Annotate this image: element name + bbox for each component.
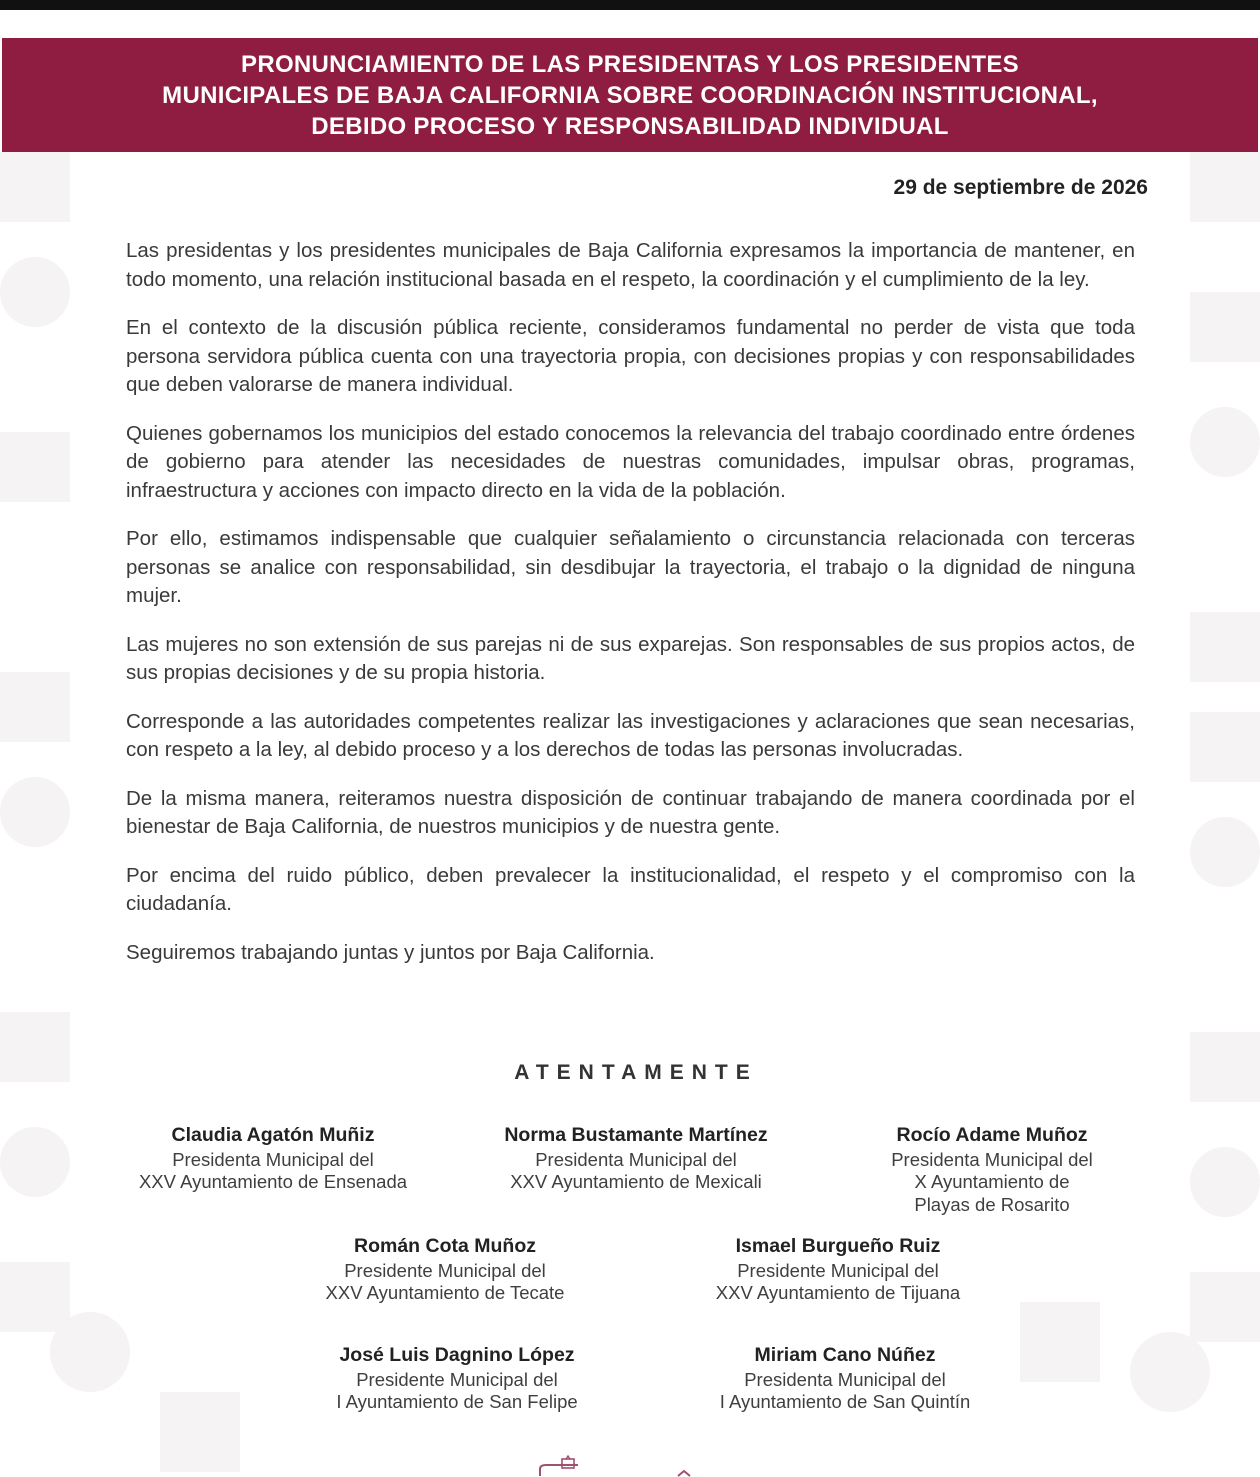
paragraph: En el contexto de la discusión pública reciente, consideramos fundamental no perder de vista que toda persona servidora pública cuenta con una trayectoria propia, con decisiones propias y con responsabilidades que deben valorarse de manera individual. — [126, 316, 1135, 396]
signatory-role: Presidenta Municipal del — [172, 1148, 374, 1170]
signatory-name: José Luis Dagnino López — [339, 1344, 575, 1366]
signatory-role: Presidenta Municipal del — [891, 1148, 1093, 1170]
paragraph: Seguiremos trabajando juntas y juntos por Baja California. — [126, 940, 655, 964]
paragraph: Por encima del ruido público, deben prevalecer la institucionalidad, el respeto y el compromiso con la ciudadanía. — [126, 863, 1135, 915]
signatory-org: I Ayuntamiento de San Felipe — [336, 1391, 578, 1412]
signatory-block — [658, 1235, 1018, 1305]
signatory-name: Miriam Cano Núñez — [754, 1344, 936, 1366]
signatory-name: Román Cota Muñoz — [354, 1235, 536, 1257]
closing-salutation: ATENTAMENTE — [514, 1061, 758, 1084]
document-title: PRONUNCIAMIENTO DE LAS PRESIDENTAS Y LOS PRESIDENTES MUNICIPALES DE BAJA CALIFORNIA SOBRE COORDINACIÓN INSTITUCIONAL, DEBIDO PROCESO Y RESPONSABILIDAD INDIVIDUAL — [162, 50, 1098, 140]
paragraph: Por ello, estimamos indispensable que cualquier señalamiento o circunstancia relacionada con terceras personas se analice con responsabilidad, sin desdibujar la trayectoria, el trabajo o la dignidad de ninguna mujer. — [126, 527, 1135, 607]
signatory-name: Ismael Burgueño Ruiz — [735, 1235, 941, 1257]
signatory-org: X Ayuntamiento de Playas de Rosarito — [914, 1171, 1070, 1215]
government-logo-icon — [538, 1455, 698, 1477]
document-date: 29 de septiembre de 2026 — [893, 176, 1148, 199]
signatory-block — [265, 1235, 625, 1305]
signatory-role: Presidente Municipal del — [356, 1368, 558, 1390]
signatory-role: Presidente Municipal del — [344, 1259, 546, 1281]
paragraph: Las presidentas y los presidentes municipales de Baja California expresamos la importancia de mantener, en todo momento, una relación institucional basada en el respeto, la coordinación y el cumplimiento de la ley. — [126, 239, 1135, 291]
signatory-role: Presidenta Municipal del — [744, 1368, 946, 1390]
signatory-name: Norma Bustamante Martínez — [504, 1124, 768, 1146]
signatory-block — [812, 1124, 1172, 1216]
signatory-org: XXV Ayuntamiento de Tecate — [325, 1282, 565, 1303]
signatory-block — [665, 1344, 1025, 1414]
signatory-role: Presidente Municipal del — [737, 1259, 939, 1281]
signatory-block — [93, 1124, 453, 1194]
signatory-org: I Ayuntamiento de San Quintín — [719, 1391, 971, 1412]
signatory-org: XXV Ayuntamiento de Ensenada — [138, 1171, 408, 1192]
paragraph: Quienes gobernamos los municipios del estado conocemos la relevancia del trabajo coordinado entre órdenes de gobierno para atender las necesidades de nuestras comunidades, impulsar obras, programas, infraestructura y acciones con impacto directo en la vida de la población. — [126, 421, 1135, 502]
signatory-name: Claudia Agatón Muñiz — [171, 1124, 375, 1146]
signatory-role: Presidenta Municipal del — [535, 1148, 737, 1170]
paragraph: Corresponde a las autoridades competentes realizar las investigaciones y aclaraciones que sean necesarias, con respeto a la ley, al debido proceso y a los derechos de todas las personas involucradas. — [126, 709, 1135, 761]
top-black-strip — [0, 0, 1260, 10]
signatory-block — [456, 1124, 816, 1194]
signatory-block — [277, 1344, 637, 1414]
paragraph: Las mujeres no son extensión de sus parejas ni de sus exparejas. Son responsables de sus propios actos, de sus propias decisiones y de su propia historia. — [126, 632, 1135, 684]
header-banner — [2, 38, 1258, 152]
signatory-org: XXV Ayuntamiento de Tijuana — [715, 1282, 961, 1303]
signatory-org: XXV Ayuntamiento de Mexicali — [510, 1171, 762, 1192]
document-body — [126, 237, 1135, 987]
paragraph: De la misma manera, reiteramos nuestra disposición de continuar trabajando de manera coordinada por el bienestar de Baja California, de nuestros municipios y de nuestra gente. — [126, 786, 1135, 838]
signatory-name: Rocío Adame Muñoz — [896, 1124, 1088, 1146]
